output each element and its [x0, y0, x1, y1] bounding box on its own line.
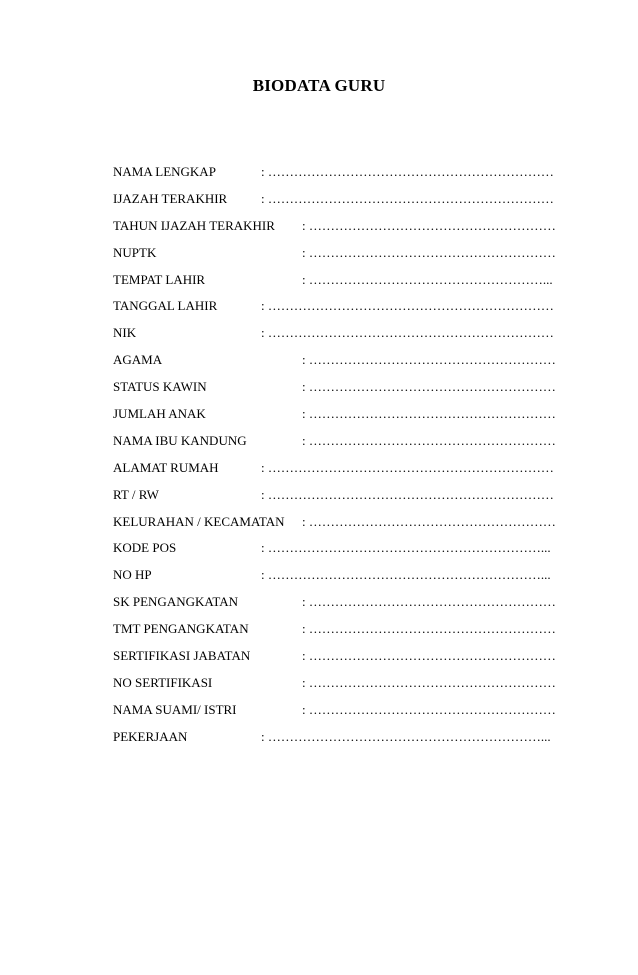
field-label: NAMA SUAMI/ ISTRI — [113, 701, 237, 717]
field-label: KODE POS — [113, 540, 177, 556]
field-blank[interactable]: : ………………………………………………………… — [261, 459, 554, 475]
field-row-no-sertifikasi — [113, 675, 563, 702]
field-label: NO SERTIFIKASI — [113, 674, 213, 690]
field-label: TANGGAL LAHIR — [113, 298, 218, 314]
field-label: NUPTK — [113, 244, 157, 260]
field-label: TEMPAT LAHIR — [113, 271, 206, 287]
field-row-tempat-lahir — [113, 272, 563, 299]
field-row-agama — [113, 352, 563, 379]
field-label: AGAMA — [113, 352, 163, 368]
field-label: NIK — [113, 325, 137, 341]
field-row-tahun-ijazah-terakhir — [113, 218, 563, 245]
field-blank[interactable]: : ………………………………………………… — [302, 244, 556, 260]
field-label: JUMLAH ANAK — [113, 406, 206, 422]
field-label: PEKERJAAN — [113, 728, 188, 744]
field-blank[interactable]: : ………………………………………………………… — [261, 298, 554, 314]
field-row-ijazah-terakhir — [113, 191, 563, 218]
field-blank[interactable]: : ………………………………………………… — [302, 621, 556, 637]
field-row-nama-ibu-kandung — [113, 433, 563, 460]
field-blank[interactable]: : ………………………………………………… — [302, 648, 556, 664]
field-blank[interactable]: : ………………………………………………… — [302, 594, 556, 610]
field-label: STATUS KAWIN — [113, 379, 207, 395]
field-label: TMT PENGANGKATAN — [113, 621, 249, 637]
field-blank[interactable]: : ………………………………………………… — [302, 217, 556, 233]
field-label: SERTIFIKASI JABATAN — [113, 648, 251, 664]
field-blank[interactable]: : ………………………………………………… — [302, 432, 556, 448]
field-label: NAMA IBU KANDUNG — [113, 432, 247, 448]
field-row-kode-pos — [113, 540, 563, 567]
field-row-nama-suami-istri — [113, 702, 563, 729]
field-row-rt-rw — [113, 487, 563, 514]
field-blank[interactable]: : ………………………………………………… — [302, 674, 556, 690]
field-blank[interactable]: : ………………………………………………… — [302, 406, 556, 422]
field-label: KELURAHAN / KECAMATAN — [113, 513, 285, 529]
field-blank[interactable]: : ………………………………………………………… — [261, 486, 554, 502]
field-row-nama-lengkap — [113, 164, 563, 191]
field-blank[interactable]: : ………………………………………………… — [302, 513, 556, 529]
field-row-sertifikasi-jabatan — [113, 648, 563, 675]
field-label: NAMA LENGKAP — [113, 164, 216, 179]
page-title: BIODATA GURU — [252, 76, 386, 95]
field-label: TAHUN IJAZAH TERAKHIR — [113, 217, 275, 233]
field-row-status-kawin — [113, 379, 563, 406]
field-row-kelurahan-kecamatan — [113, 514, 563, 541]
field-row-jumlah-anak — [113, 406, 563, 433]
field-blank[interactable]: : ………………………………………………………… — [261, 190, 554, 206]
field-blank[interactable]: : ………………………………………………………… — [261, 164, 554, 179]
field-row-no-hp — [113, 567, 563, 594]
field-blank[interactable]: : ………………………………………………… — [302, 701, 556, 717]
field-blank[interactable]: : ………………………………………………… — [302, 352, 556, 368]
field-row-alamat-rumah — [113, 460, 563, 487]
field-row-nik — [113, 325, 563, 352]
field-row-tanggal-lahir — [113, 298, 563, 325]
field-row-pekerjaan — [113, 729, 563, 756]
field-row-nuptk — [113, 245, 563, 272]
field-label: IJAZAH TERAKHIR — [113, 190, 228, 206]
biodata-form — [113, 164, 563, 756]
field-label: RT / RW — [113, 486, 159, 502]
field-blank[interactable]: : ………………………………………………………... — [261, 728, 551, 744]
field-label: SK PENGANGKATAN — [113, 594, 238, 610]
field-blank[interactable]: : ………………………………………………………... — [261, 540, 551, 556]
field-row-sk-pengangkatan — [113, 594, 563, 621]
field-blank[interactable]: : ………………………………………………………... — [261, 567, 551, 583]
field-blank[interactable]: : ………………………………………………… — [302, 379, 556, 395]
field-row-tmt-pengangkatan — [113, 621, 563, 648]
field-label: NO HP — [113, 567, 152, 583]
field-blank[interactable]: : ………………………………………………... — [302, 271, 553, 287]
field-blank[interactable]: : ………………………………………………………… — [261, 325, 554, 341]
field-label: ALAMAT RUMAH — [113, 459, 219, 475]
